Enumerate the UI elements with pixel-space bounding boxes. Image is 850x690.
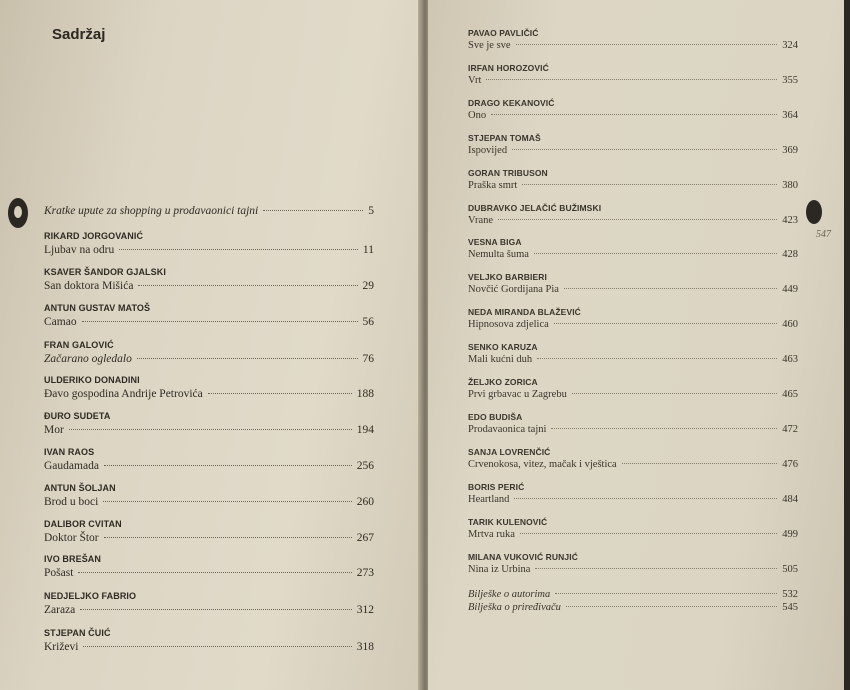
dot-leader xyxy=(208,393,352,394)
entry-page-number: 260 xyxy=(356,496,374,508)
toc-entry xyxy=(468,552,798,580)
dot-leader xyxy=(104,537,352,538)
toc-entry xyxy=(468,168,798,196)
entry-title: Ispovijed xyxy=(468,144,508,156)
dot-leader xyxy=(104,465,352,466)
toc-entry xyxy=(44,483,374,512)
dot-leader xyxy=(554,323,777,324)
toc-entry xyxy=(468,602,798,618)
entry-author: EDO BUDIŠA xyxy=(468,411,523,422)
entry-title: Novčić Gordijana Pia xyxy=(468,284,559,296)
toc-entry xyxy=(468,517,798,545)
dot-leader xyxy=(83,646,351,647)
entry-author: NEDJELJKO FABRIO xyxy=(44,591,137,601)
entry-author: NEDA MIRANDA BLAŽEVIĆ xyxy=(468,307,581,318)
entry-author: STJEPAN ČUIĆ xyxy=(44,628,111,638)
entry-author: DALIBOR CVITAN xyxy=(44,519,122,529)
entry-author: IVO BREŠAN xyxy=(44,554,102,564)
toc-entry xyxy=(44,303,374,332)
entry-author: KSAVER ŠANDOR GJALSKI xyxy=(44,267,166,277)
entry-page-number: 499 xyxy=(782,528,798,540)
toc-entry xyxy=(468,133,798,161)
entry-title: San doktora Mišića xyxy=(44,280,134,292)
entry-title: Crvenokosa, vitez, mačak i vještica xyxy=(468,458,617,470)
dot-leader xyxy=(520,533,777,534)
entry-page-number: 463 xyxy=(782,354,798,366)
toc-entry xyxy=(44,519,374,548)
toc-entry xyxy=(468,482,798,510)
entry-page-number: 428 xyxy=(782,249,798,261)
entry-title: Pošast xyxy=(44,567,74,579)
dot-leader xyxy=(555,593,777,594)
entry-author: STJEPAN TOMAŠ xyxy=(468,132,541,143)
entry-title: Nina iz Urbina xyxy=(468,563,531,575)
entry-title: Vrt xyxy=(468,74,482,86)
entry-title: Ono xyxy=(468,109,487,121)
toc-entry xyxy=(468,28,798,56)
entry-page-number: 460 xyxy=(782,319,798,331)
entry-page-number: 76 xyxy=(362,353,374,365)
entry-page-number: 505 xyxy=(782,563,798,575)
entry-author: DRAGO KEKANOVIĆ xyxy=(468,97,555,108)
entry-page-number: 256 xyxy=(356,460,374,472)
entry-author: GORAN TRIBUSON xyxy=(468,167,548,178)
toc-entry xyxy=(468,203,798,231)
toc-entry xyxy=(44,231,374,260)
entry-author: TARIK KULENOVIĆ xyxy=(468,516,548,527)
entry-author: IVAN RAOS xyxy=(44,447,95,457)
dot-leader xyxy=(82,321,358,322)
dot-leader xyxy=(534,253,777,254)
toc-right-column xyxy=(428,0,844,690)
toc-entry xyxy=(468,307,798,335)
entry-page-number: 472 xyxy=(782,423,798,435)
entry-title: Ljubav na odru xyxy=(44,244,115,256)
entry-title: Vrane xyxy=(468,214,494,226)
toc-entry xyxy=(44,205,374,234)
entry-page-number: 545 xyxy=(782,602,798,613)
entry-author: BORIS PERIĆ xyxy=(468,481,525,492)
dot-leader xyxy=(551,428,777,429)
entry-title: Križevi xyxy=(44,641,79,653)
dot-leader xyxy=(137,358,358,359)
toc-entry xyxy=(44,340,374,369)
toc-entry xyxy=(468,272,798,300)
entry-author: SANJA LOVRENČIĆ xyxy=(468,446,551,457)
dot-leader xyxy=(564,288,777,289)
entry-title: Zaraza xyxy=(44,604,76,616)
dot-leader xyxy=(119,249,358,250)
dot-leader xyxy=(78,572,351,573)
entry-page-number: 324 xyxy=(782,40,798,51)
entry-title: Mor xyxy=(44,424,64,436)
entry-page-number: 273 xyxy=(356,567,374,579)
entry-author: VESNA BIGA xyxy=(468,237,522,248)
entry-page-number: 56 xyxy=(362,316,374,328)
entry-page-number: 318 xyxy=(356,641,374,653)
entry-page-number: 312 xyxy=(356,604,374,616)
entry-page-number: 29 xyxy=(362,280,374,292)
entry-title: Kratke upute za shopping u prodavaonici tajni xyxy=(44,205,259,217)
entry-author: PAVAO PAVLIČIĆ xyxy=(468,28,539,38)
entry-title: Prvi grbavac u Zagrebu xyxy=(468,389,567,400)
toc-entry xyxy=(468,342,798,370)
entry-author: RIKARD JORGOVANIĆ xyxy=(44,231,144,241)
dot-leader xyxy=(566,606,777,607)
toc-entry xyxy=(44,628,374,657)
dot-leader xyxy=(514,498,777,499)
toc-entry xyxy=(44,554,374,583)
dot-leader xyxy=(516,44,778,45)
entry-author: ŽELJKO ZORICA xyxy=(468,377,538,387)
dot-leader xyxy=(535,568,777,569)
toc-entry xyxy=(44,591,374,620)
entry-author: FRAN GALOVIĆ xyxy=(44,340,114,350)
entry-title: Hipnosova zdjelica xyxy=(468,319,549,331)
entry-page-number: 355 xyxy=(782,74,798,86)
toc-entry xyxy=(468,98,798,126)
page-title: Sadržaj xyxy=(52,26,106,43)
toc-entry xyxy=(44,375,374,404)
entry-page-number: 465 xyxy=(782,389,798,400)
entry-page-number: 532 xyxy=(782,589,798,600)
entry-title: Đavo gospodina Andrije Petrovića xyxy=(44,388,203,400)
entry-page-number: 449 xyxy=(782,284,798,296)
entry-page-number: 11 xyxy=(362,244,374,256)
dot-leader xyxy=(491,114,777,115)
toc-entry xyxy=(44,267,374,296)
entry-title: Sve je sve xyxy=(468,40,511,51)
entry-author: DUBRAVKO JELAČIĆ BUŽIMSKI xyxy=(468,202,602,213)
entry-title: Mali kućni duh xyxy=(468,354,533,366)
entry-author: ULDERIKO DONADINI xyxy=(44,375,140,385)
entry-title: Camao xyxy=(44,316,77,328)
entry-page-number: 484 xyxy=(782,493,798,505)
entry-author: VELJKO BARBIERI xyxy=(468,272,547,283)
page-folio: 547 xyxy=(816,229,831,240)
toc-entry xyxy=(468,237,798,265)
entry-page-number: 194 xyxy=(356,424,374,436)
toc-left-column xyxy=(0,0,422,690)
dot-leader xyxy=(138,285,357,286)
entry-author: SENKO KARUZA xyxy=(468,342,538,353)
right-page xyxy=(428,0,844,690)
entry-author: ĐURO SUDETA xyxy=(44,411,111,421)
dot-leader xyxy=(522,184,777,185)
entry-title: Heartland xyxy=(468,493,510,505)
entry-title: Začarano ogledalo xyxy=(44,353,132,365)
toc-entry xyxy=(44,411,374,440)
entry-page-number: 423 xyxy=(782,214,798,226)
entry-title: Bilješka o priređivaču xyxy=(468,602,561,613)
entry-title: Praška smrt xyxy=(468,179,518,191)
entry-page-number: 364 xyxy=(782,109,798,121)
entry-title: Prodavaonica tajni xyxy=(468,423,547,435)
entry-title: Nemulta šuma xyxy=(468,249,529,261)
entry-title: Mrtva ruka xyxy=(468,528,515,540)
entry-author: IRFAN HOROZOVIĆ xyxy=(468,62,549,73)
dot-leader xyxy=(103,501,351,502)
entry-title: Gaudamada xyxy=(44,460,99,472)
entry-page-number: 5 xyxy=(368,205,374,217)
entry-page-number: 380 xyxy=(782,179,798,191)
dot-leader xyxy=(486,79,777,80)
dot-leader xyxy=(498,219,777,220)
entry-author: ANTUN ŠOLJAN xyxy=(44,483,116,493)
entry-page-number: 188 xyxy=(356,388,374,400)
dot-leader xyxy=(572,393,777,394)
toc-entry xyxy=(468,412,798,440)
entry-page-number: 267 xyxy=(356,532,374,544)
dot-leader xyxy=(537,358,777,359)
toc-entry xyxy=(468,377,798,405)
dot-leader xyxy=(69,429,352,430)
dot-leader xyxy=(622,463,778,464)
dot-leader xyxy=(512,149,777,150)
dot-leader xyxy=(80,609,351,610)
toc-entry xyxy=(468,447,798,475)
toc-entry xyxy=(468,63,798,91)
entry-author: ANTUN GUSTAV MATOŠ xyxy=(44,303,151,313)
entry-title: Doktor Štor xyxy=(44,532,99,544)
entry-page-number: 476 xyxy=(782,458,798,470)
left-page xyxy=(0,0,422,690)
toc-entry xyxy=(44,447,374,476)
entry-page-number: 369 xyxy=(782,144,798,156)
entry-title: Brod u boci xyxy=(44,496,99,508)
entry-title: Bilješke o autorima xyxy=(468,589,551,600)
entry-author: MILANA VUKOVIĆ RUNJIĆ xyxy=(468,551,578,562)
dot-leader xyxy=(263,210,363,211)
